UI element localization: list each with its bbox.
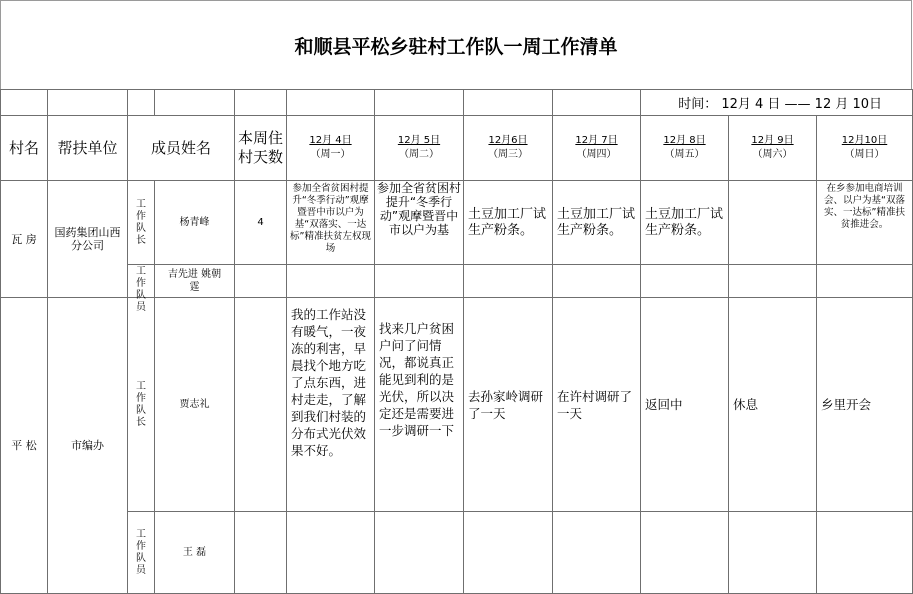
pingsong-village: 平 松 [1, 298, 48, 594]
role-label: 工作队长 [136, 198, 146, 246]
day-date: 12月 7日 [575, 135, 618, 146]
day-weekday: （周六） [752, 149, 793, 160]
days-header-text: 本周住村天数 [237, 129, 283, 166]
role-label: 工作队员 [136, 266, 146, 313]
wafang-work-sun: 在乡参加电商培训会、以户为基“双落实、一达标”精准扶贫推进会。 [817, 181, 913, 265]
day-weekday: （周五） [664, 149, 705, 160]
page-title: 和顺县平松乡驻村工作队一周工作清单 [0, 0, 912, 90]
day-date: 12月 5日 [397, 135, 441, 146]
wafang-work-thu: 土豆加工厂试生产粉条。 [553, 181, 641, 265]
schedule-table [0, 89, 913, 594]
wafang-days: 4 [235, 181, 287, 265]
day-header-4 [553, 116, 641, 181]
wafang-leader-row [1, 181, 913, 265]
wafang-village: 瓦 房 [1, 181, 48, 298]
pingsong-leader-name: 贾志礼 [155, 298, 235, 512]
day-date: 12月 9日 [751, 135, 794, 146]
pingsong-role-leader [128, 298, 155, 512]
pingsong-work-mon: 我的工作站没有暖气，一夜冻的利害，早晨找个地方吃了点东西，进村走走，了解到我们村装的分布式光伏效果不好。 [287, 298, 375, 512]
wafang-unit: 国药集团山西分公司 [48, 181, 128, 298]
day-weekday: （周三） [488, 149, 528, 160]
pingsong-work-wed: 去孙家岭调研了一天 [464, 298, 553, 512]
day-weekday: （周一） [310, 149, 351, 160]
members-header: 成员姓名 [128, 116, 235, 181]
unit-header: 帮扶单位 [48, 116, 128, 181]
day-date: 12月 8日 [663, 135, 706, 146]
work-text: 参加全省贫困村提升“冬季行动”观摩暨晋中市以户为基 [377, 181, 462, 237]
wafang-role-member [128, 265, 155, 313]
wafang-member-names: 吉先进 姚朝霆 [155, 265, 235, 298]
day-header-3 [464, 116, 553, 181]
day-header-6 [729, 116, 817, 181]
pingsong-member-row [1, 512, 913, 594]
day-header-1 [287, 116, 375, 181]
pingsong-work-thu: 在许村调研了一天 [553, 298, 641, 512]
wafang-member-row [1, 265, 913, 298]
pingsong-leader-row [1, 298, 913, 512]
day-header-2 [375, 116, 464, 181]
day-header-7 [817, 116, 913, 181]
pingsong-member-name: 王 磊 [155, 512, 235, 594]
wafang-role-leader [128, 181, 155, 265]
wafang-work-fri: 土豆加工厂试生产粉条。 [641, 181, 729, 265]
date-row [1, 90, 913, 116]
day-weekday: （周二） [399, 149, 439, 160]
header-row [1, 116, 913, 181]
day-date: 12月 4日 [309, 135, 352, 146]
date-range: 时间： 12月 4 日 —— 12 月 10日 [641, 90, 913, 116]
day-weekday: （周日） [844, 149, 885, 160]
wafang-leader-name: 杨青峰 [155, 181, 235, 265]
pingsong-work-sat: 休息 [729, 298, 817, 512]
pingsong-work-sun: 乡里开会 [817, 298, 913, 512]
wafang-work-wed: 土豆加工厂试生产粉条。 [464, 181, 553, 265]
work-text: 参加全省贫困村提升“冬季行动”观摩暨晋中市以户为基“双落实、一达标”精准扶贫左权现场 [290, 183, 371, 254]
role-label: 工作队员 [136, 528, 146, 576]
day-weekday: （周四） [576, 149, 617, 160]
days-header [235, 116, 287, 181]
pingsong-role-member [128, 512, 155, 594]
pingsong-unit: 市编办 [48, 298, 128, 594]
pingsong-work-fri: 返回中 [641, 298, 729, 512]
wafang-work-sat [729, 181, 817, 265]
village-header: 村名 [1, 116, 48, 181]
wafang-work-mon [287, 181, 375, 265]
day-date: 12月10日 [841, 135, 888, 146]
day-header-5 [641, 116, 729, 181]
day-date: 12月6日 [488, 135, 528, 146]
wafang-work-tue [375, 181, 464, 265]
pingsong-work-tue: 找来几户贫困户问了问情况，都说真正能见到利的是光伏，所以决定还是需要进一步调研一下 [375, 298, 464, 512]
role-label: 工作队长 [136, 380, 146, 428]
